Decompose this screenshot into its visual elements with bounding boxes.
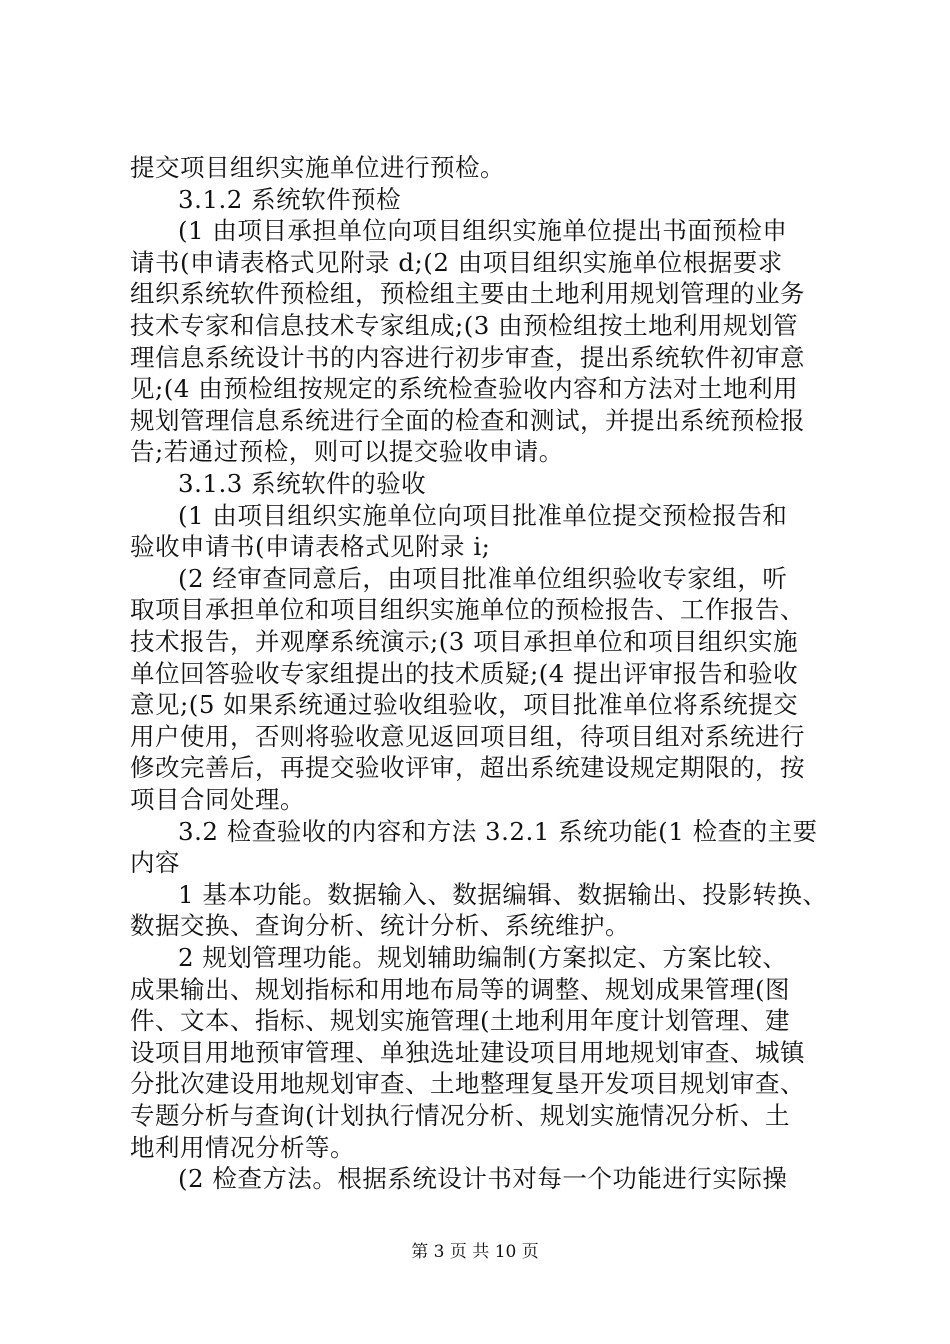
text-line: 数据交换、查询分析、统计分析、系统维护。: [130, 911, 630, 941]
text-line: 单位回答验收专家组提出的技术质疑;(4 提出评审报告和验收: [130, 658, 799, 688]
text-line: 理信息系统设计书的内容进行初步审查，提出系统软件初审意: [130, 342, 805, 372]
text-line: 分批次建设用地规划审查、土地整理复垦开发项目规划审查、: [130, 1069, 805, 1099]
text-line: 告;若通过预检，则可以提交验收申请。: [130, 437, 564, 467]
text-line: 地利用情况分析等。: [130, 1132, 355, 1162]
text-line: 用户使用，否则将验收意见返回项目组，待项目组对系统进行: [130, 721, 805, 751]
text-line: 验收申请书(申请表格式见附录 i;: [130, 532, 491, 562]
text-line: 项目合同处理。: [130, 785, 305, 814]
text-line: 修改完善后，再提交验收评审，超出系统建设规定期限的，按: [130, 753, 805, 783]
text-line: 2 规划管理功能。规划辅助编制(方案拟定、方案比较、: [178, 943, 788, 972]
text-line: 1 基本功能。数据输入、数据编辑、数据输出、投影转换、: [178, 879, 828, 909]
text-line: (2 检查方法。根据系统设计书对每一个功能进行实际操: [178, 1164, 788, 1194]
text-line: 技术报告，并观摩系统演示;(3 项目承担单位和项目组织实施: [130, 627, 799, 656]
text-line: 请书(申请表格式见附录 d;(2 由项目组织实施单位根据要求: [130, 247, 783, 277]
text-line: 意见;(5 如果系统通过验收组验收，项目批准单位将系统提交: [130, 690, 799, 720]
text-line: (1 由项目承担单位向项目组织实施单位提出书面预检申: [178, 216, 788, 246]
text-line: (1 由项目组织实施单位向项目批准单位提交预检报告和: [178, 500, 788, 530]
text-line: 专题分析与查询(计划执行情况分析、规划实施情况分析、土: [130, 1101, 791, 1130]
text-line: 件、文本、指标、规划实施管理(土地利用年度计划管理、建: [130, 1006, 791, 1036]
text-line: 取项目承担单位和项目组织实施单位的预检报告、工作报告、: [130, 595, 805, 625]
text-line: 提交项目组织实施单位进行预检。: [130, 153, 505, 182]
text-line: 组织系统软件预检组，预检组主要由土地利用规划管理的业务: [130, 279, 805, 309]
text-line: 成果输出、规划指标和用地布局等的调整、规划成果管理(图: [130, 974, 791, 1004]
text-line: 见;(4 由预检组按规定的系统检查验收内容和方法对土地利用: [130, 374, 799, 404]
text-line: 设项目用地预审管理、单独选址建设项目用地规划审查、城镇: [130, 1037, 805, 1067]
text-line: 内容: [130, 848, 180, 878]
section-heading: 3.1.2 系统软件预检: [178, 184, 402, 214]
text-line: 技术专家和信息技术专家组成;(3 由预检组按土地利用规划管: [130, 311, 799, 340]
section-heading: 3.1.3 系统软件的验收: [178, 469, 427, 498]
text-line: (2 经审查同意后，由项目批准单位组织验收专家组，听: [178, 563, 788, 593]
section-heading: 3.2 检查验收的内容和方法 3.2.1 系统功能(1 检查的主要: [178, 816, 818, 846]
page-footer: 第 3 页 共 10 页: [411, 1242, 539, 1262]
text-line: 规划管理信息系统进行全面的检查和测试，并提出系统预检报: [130, 405, 805, 435]
